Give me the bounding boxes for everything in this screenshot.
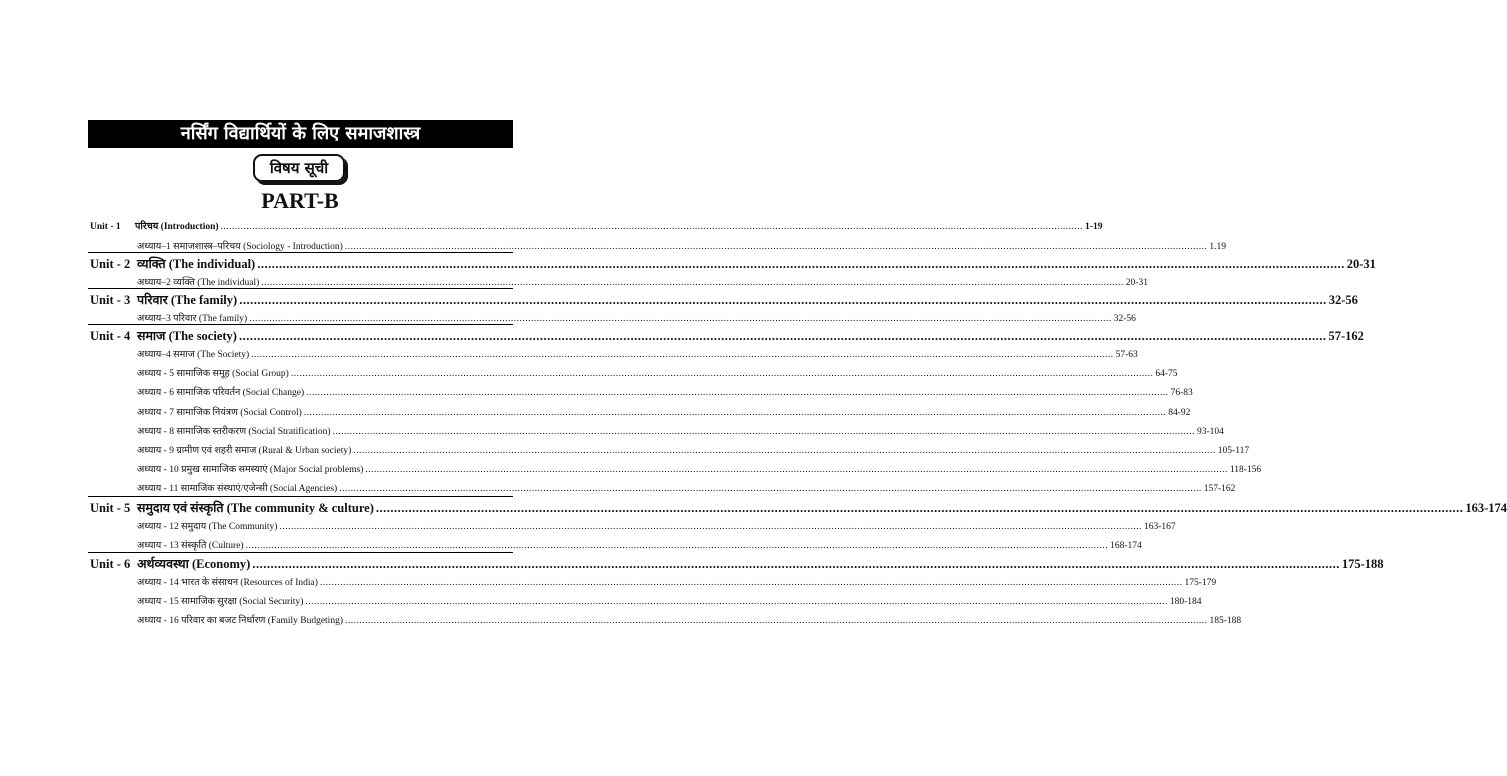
- dot-leader: ............................................................................................................................................................................................................................................................................................................: [353, 446, 1216, 456]
- unit-row[interactable]: [90, 555, 1384, 572]
- chapter-pages: 185-188: [1209, 616, 1242, 627]
- chapter-row[interactable]: [137, 538, 1142, 552]
- unit-pages: 20-31: [1346, 257, 1376, 271]
- chapter-title: अध्याय - 13 संस्कृति (Culture): [137, 541, 244, 552]
- chapter-row[interactable]: [137, 405, 1191, 418]
- unit-pages: 163-174: [1465, 501, 1507, 515]
- dot-leader: ............................................................................................................................................................................................................................................................................................................: [365, 465, 1228, 476]
- unit-title: व्यक्ति (The individual): [137, 257, 256, 271]
- dot-leader: ............................................................................................................................................................................................................................................................................................................: [238, 329, 1327, 343]
- dot-leader: ............................................................................................................................................................................................................................................................................................................: [220, 222, 1084, 232]
- chapter-row[interactable]: [137, 519, 1176, 532]
- chapter-row[interactable]: [137, 385, 1193, 399]
- dot-leader: ............................................................................................................................................................................................................................................................................................................: [261, 278, 1124, 288]
- dot-leader: ............................................................................................................................................................................................................................................................................................................: [344, 616, 1208, 627]
- dot-leader: ............................................................................................................................................................................................................................................................................................................: [375, 501, 1464, 515]
- chapter-pages: 93-104: [1196, 426, 1224, 437]
- unit-label: Unit - 6: [90, 557, 131, 571]
- dot-leader: ............................................................................................................................................................................................................................................................................................................: [319, 578, 1183, 588]
- unit-label: Unit - 3: [90, 293, 131, 307]
- chapter-pages: 84-92: [1168, 407, 1191, 418]
- unit-title: परिचय (Introduction): [135, 222, 219, 232]
- section-divider: [88, 288, 513, 289]
- dot-leader: ............................................................................................................................................................................................................................................................................................................: [305, 597, 1168, 608]
- chapter-title: अध्याय - 12 समुदाय (The Community): [137, 522, 278, 532]
- chapter-title: अध्याय - 16 परिवार का बजट निर्धारण (Family Budgeting): [137, 616, 343, 627]
- dot-leader: ............................................................................................................................................................................................................................................................................................................: [303, 407, 1167, 418]
- unit-title: समुदाय एवं संस्कृति (The community & culture): [137, 501, 374, 515]
- chapter-title: अध्याय–4 समाज (The Society): [137, 350, 250, 360]
- chapter-pages: 163-167: [1143, 522, 1176, 532]
- unit-row[interactable]: [90, 219, 1103, 232]
- chapter-row[interactable]: [137, 311, 1136, 324]
- unit-pages: 1-19: [1085, 222, 1103, 232]
- dot-leader: ............................................................................................................................................................................................................................................................................................................: [257, 257, 1345, 271]
- dot-leader: ............................................................................................................................................................................................................................................................................................................: [251, 350, 1114, 360]
- chapter-title: अध्याय - 11 सामाजिक संस्थाएं/एजेन्सी (Social Agencies): [137, 484, 338, 495]
- dot-leader: ............................................................................................................................................................................................................................................................................................................: [239, 293, 1327, 307]
- chapter-pages: 32-56: [1113, 314, 1136, 324]
- chapter-title: अध्याय–2 व्यक्ति (The individual): [137, 278, 260, 288]
- unit-title: समाज (The society): [137, 329, 237, 343]
- dot-leader: ............................................................................................................................................................................................................................................................................................................: [290, 369, 1154, 380]
- chapter-pages: 168-174: [1110, 541, 1142, 552]
- dot-leader: ............................................................................................................................................................................................................................................................................................................: [344, 242, 1208, 252]
- unit-label: Unit - 5: [90, 501, 131, 515]
- chapter-row[interactable]: [137, 443, 1250, 456]
- chapter-title: अध्याय–3 परिवार (The family): [137, 314, 248, 324]
- chapter-pages: 157-162: [1203, 484, 1236, 495]
- chapter-row[interactable]: [137, 366, 1178, 380]
- chapter-title: अध्याय–1 समाजशास्त्र–परिचय (Sociology - Introduction): [137, 242, 343, 252]
- chapter-row[interactable]: [137, 594, 1202, 608]
- chapter-row[interactable]: [137, 481, 1236, 495]
- chapter-row[interactable]: [137, 347, 1138, 360]
- chapter-title: अध्याय - 6 सामाजिक परिवर्तन (Social Change): [137, 388, 305, 399]
- chapter-title: अध्याय - 10 प्रमुख सामाजिक समस्याएं (Major Social problems): [137, 465, 364, 476]
- chapter-title: अध्याय - 7 सामाजिक नियंत्रण (Social Control): [137, 407, 302, 418]
- dot-leader: ............................................................................................................................................................................................................................................................................................................: [279, 522, 1142, 532]
- chapter-title: अध्याय - 8 सामाजिक स्तरीकरण (Social Stratification): [137, 426, 331, 437]
- unit-label: Unit - 2: [90, 257, 131, 271]
- chapter-title: अध्याय - 14 भारत के संसाधन (Resources of India): [137, 578, 318, 588]
- section-divider: [88, 324, 513, 325]
- chapter-row[interactable]: [137, 613, 1242, 627]
- part-heading: PART-B: [261, 188, 339, 213]
- unit-row[interactable]: [90, 255, 1376, 272]
- chapter-pages: 105-117: [1217, 446, 1250, 456]
- dot-leader: ............................................................................................................................................................................................................................................................................................................: [339, 484, 1202, 495]
- unit-pages: 32-56: [1328, 293, 1358, 307]
- chapter-pages: 175-179: [1184, 578, 1217, 588]
- unit-label: Unit - 1: [90, 222, 121, 232]
- chapter-row[interactable]: [137, 575, 1217, 588]
- chapter-row[interactable]: [137, 462, 1262, 476]
- chapter-pages: 57-63: [1115, 350, 1138, 360]
- chapter-row[interactable]: [137, 424, 1224, 437]
- chapter-title: अध्याय - 15 सामाजिक सुरक्षा (Social Security): [137, 597, 304, 608]
- dot-leader: ............................................................................................................................................................................................................................................................................................................: [249, 314, 1112, 324]
- chapter-pages: 180-184: [1169, 597, 1202, 608]
- section-divider: [88, 496, 513, 497]
- chapter-row[interactable]: [137, 239, 1226, 252]
- dot-leader: ............................................................................................................................................................................................................................................................................................................: [332, 426, 1195, 437]
- unit-title: अर्थव्यवस्था (Economy): [137, 557, 251, 571]
- contents-heading: विषय सूची: [253, 154, 345, 182]
- dot-leader: ............................................................................................................................................................................................................................................................................................................: [245, 541, 1109, 552]
- unit-row[interactable]: [90, 499, 1507, 516]
- section-divider: [88, 252, 513, 253]
- chapter-title: अध्याय - 9 ग्रामीण एवं शहरी समाज (Rural & Urban society): [137, 446, 352, 456]
- chapter-pages: 118-156: [1229, 465, 1262, 476]
- unit-title: परिवार (The family): [137, 293, 238, 307]
- unit-pages: 175-188: [1341, 557, 1384, 571]
- book-title-banner: नर्सिंग विद्यार्थियों के लिए समाजशास्त्र: [88, 120, 513, 148]
- chapter-row[interactable]: [137, 275, 1148, 288]
- dot-leader: ............................................................................................................................................................................................................................................................................................................: [252, 557, 1340, 571]
- chapter-pages: 20-31: [1125, 278, 1148, 288]
- chapter-pages: 1.19: [1209, 242, 1226, 252]
- unit-row[interactable]: [90, 327, 1364, 344]
- chapter-title: अध्याय - 5 सामाजिक समूह (Social Group): [137, 369, 289, 380]
- chapter-pages: 76-83: [1170, 388, 1193, 399]
- unit-row[interactable]: [90, 291, 1358, 308]
- chapter-pages: 64-75: [1155, 369, 1178, 380]
- unit-label: Unit - 4: [90, 329, 131, 343]
- unit-pages: 57-162: [1328, 329, 1364, 343]
- dot-leader: ............................................................................................................................................................................................................................................................................................................: [306, 388, 1169, 399]
- section-divider: [88, 552, 513, 553]
